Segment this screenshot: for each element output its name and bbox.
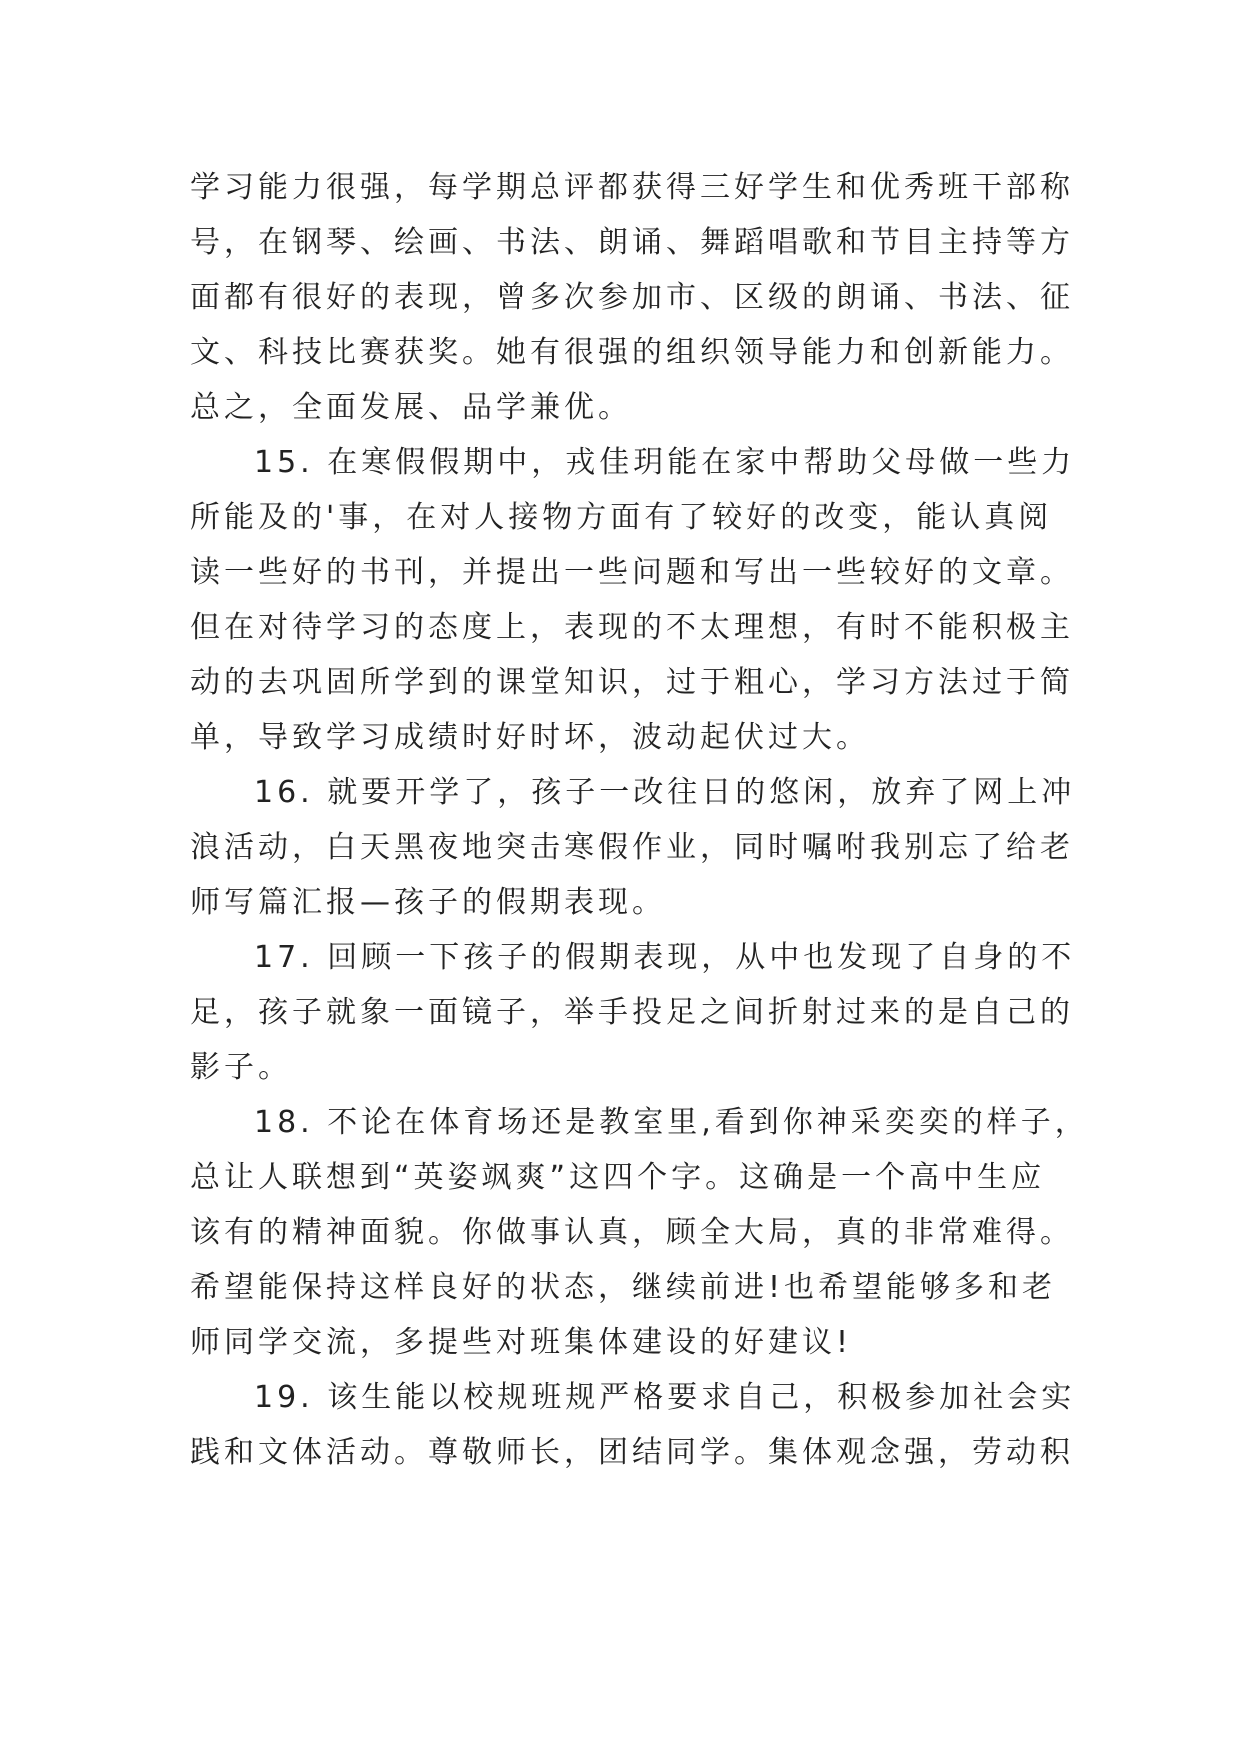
text-line: 面都有很好的表现，曾多次参加市、区级的朗诵、书法、征 <box>190 280 1074 315</box>
text-line: 师写篇汇报—孩子的假期表现。 <box>190 885 666 920</box>
paragraph-18 <box>190 1095 1089 1370</box>
text-line: 号，在钢琴、绘画、书法、朗诵、舞蹈唱歌和节目主持等方 <box>190 225 1074 260</box>
text-line: 学习能力很强，每学期总评都获得三好学生和优秀班干部称 <box>190 170 1074 205</box>
text-line: 师同学交流，多提些对班集体建设的好建议! <box>190 1325 853 1360</box>
text-line: 足，孩子就象一面镜子，举手投足之间折射过来的是自己的 <box>190 995 1074 1030</box>
paragraph-continued <box>190 160 1074 435</box>
text-line: 读一些好的书刊，并提出一些问题和写出一些较好的文章。 <box>190 555 1074 590</box>
text-line: 影子。 <box>190 1050 292 1085</box>
text-line: 浪活动，白天黑夜地突击寒假作业，同时嘱咐我别忘了给老 <box>190 830 1074 865</box>
text-line: 动的去巩固所学到的课堂知识，过于粗心，学习方法过于简 <box>190 665 1074 700</box>
text-line: 该有的精神面貌。你做事认真，顾全大局，真的非常难得。 <box>190 1215 1074 1250</box>
text-line: 希望能保持这样良好的状态，继续前进!也希望能够多和老 <box>190 1270 1057 1305</box>
text-line: 19. 该生能以校规班规严格要求自己，积极参加社会实 <box>254 1380 1076 1415</box>
paragraph-16 <box>190 765 1076 930</box>
text-line: 文、科技比赛获奖。她有很强的组织领导能力和创新能力。 <box>190 335 1074 370</box>
text-line: 总让人联想到“英姿飒爽”这四个字。这确是一个高中生应 <box>190 1160 1046 1195</box>
paragraph-17 <box>190 930 1076 1095</box>
document-body <box>190 160 1089 1480</box>
text-line: 18. 不论在体育场还是教室里,看到你神采奕奕的样子， <box>254 1105 1089 1140</box>
text-line: 但在对待学习的态度上，表现的不太理想，有时不能积极主 <box>190 610 1074 645</box>
text-line: 单，导致学习成绩时好时坏，波动起伏过大。 <box>190 720 870 755</box>
text-line: 总之，全面发展、品学兼优。 <box>190 390 632 425</box>
paragraph-15 <box>190 435 1076 765</box>
text-line: 践和文体活动。尊敬师长，团结同学。集体观念强，劳动积 <box>190 1435 1074 1470</box>
text-line: 所能及的'事，在对人接物方面有了较好的改变，能认真阅 <box>190 500 1053 535</box>
text-line: 15. 在寒假假期中，戎佳玥能在家中帮助父母做一些力 <box>254 445 1076 480</box>
text-line: 17. 回顾一下孩子的假期表现，从中也发现了自身的不 <box>254 940 1076 975</box>
paragraph-19 <box>190 1370 1076 1480</box>
text-line: 16. 就要开学了，孩子一改往日的悠闲，放弃了网上冲 <box>254 775 1076 810</box>
